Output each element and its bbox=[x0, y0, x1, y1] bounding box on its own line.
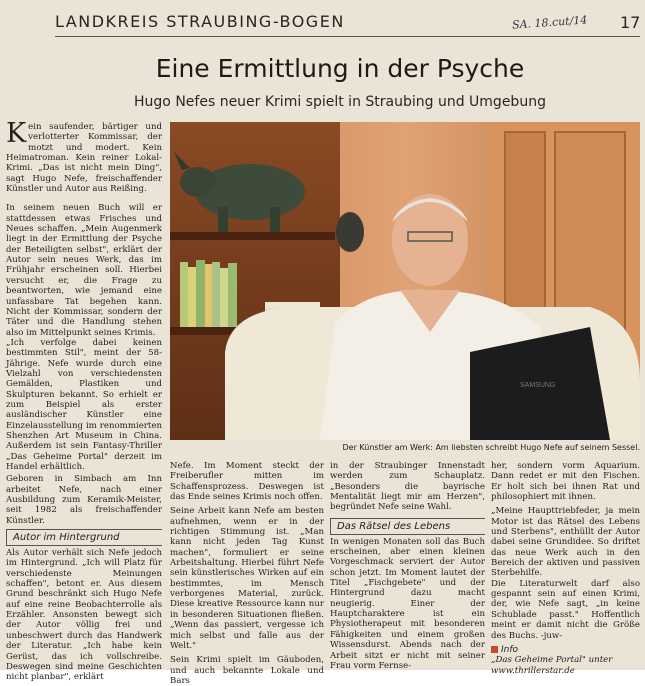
paragraph: „Ich verfolge dabei keinen bestimmten Stil", meint der 58-Jährige. Nefe wurde durch eine Vielzahl von verschiedensten Gemälden, Plastiken und Skulpturen bekannt. So erhielt er zum Beispiel als erster ausländischer Künstler eine Einzelausstellung im renommierten Shenzhen Art Museum in China. Außerdem ist sein Fantasy-Thriller „Das Geheime Portal" derzeit im Handel erhältlich. bbox=[6, 337, 162, 472]
paragraph: Sein Krimi spielt im Gäuboden, und auch bekannte Lokale und Bars bbox=[170, 655, 324, 686]
svg-text:SAMSUNG: SAMSUNG bbox=[520, 382, 556, 389]
info-box bbox=[491, 645, 640, 655]
section-title: LANDKREIS STRAUBING-BOGEN bbox=[55, 12, 345, 31]
paragraph: Seine Arbeit kann Nefe am besten aufnehmen, wenn er in der richtigen Stimmung ist. „Man kann nicht jeden Tag Kunst machen", formuliert er seine Arbeitshaltung. Hierbei führt Nefe sein künstlerisches Wirken auf ein bestimmtes, im Mensch verborgenes Material, zurück. Diese kreative Ressource kann nur in besonderen Situationen fließen. „Wenn das passiert, vergesse ich mich selbst und falle aus der Welt." bbox=[170, 506, 324, 651]
article-column-2 bbox=[170, 461, 324, 686]
subheading-autor: Autor im Hintergrund bbox=[6, 529, 162, 546]
info-line: „Das Geheime Portal" unter bbox=[491, 655, 613, 666]
photo-illustration bbox=[170, 122, 640, 440]
paragraph-text: ein saufender, bärtiger und verlotterter Kommissar, der motzt und modert. Kein Heimatroman. Kein reiner Lokal-Krimi. „Das ist nicht mein Ding", sagt Hugo Nefe, freischaffender Künstler und Autor aus Reißing. bbox=[6, 122, 162, 195]
info-marker bbox=[491, 646, 498, 653]
article-column-4 bbox=[491, 461, 640, 676]
article-headline: Eine Ermittlung in der Psyche bbox=[155, 54, 525, 83]
handwritten-date: SA. 18.cut/14 bbox=[511, 13, 588, 32]
subheading-raetsel: Das Rätsel des Lebens bbox=[330, 518, 485, 535]
info-label: Info bbox=[501, 644, 519, 655]
paragraph: her, sondern vorm Aquarium. Dann redet er mit den Fischen. Er holt sich bei ihnen Rat und philosophiert mit ihnen. bbox=[491, 461, 640, 503]
drop-cap: K bbox=[6, 118, 27, 149]
paragraph: Die Literaturwelt darf also gespannt sein auf einen Krimi, der, wie Nefe sagt, „in keine Schublade passt." Hoffentlich meint er damit nicht die Größe des Buchs. -juw- bbox=[491, 578, 640, 641]
paragraph: Nefe. Im Moment steckt der Freiberufler mitten im Schaffensprozess. Deswegen ist das Ende seines Krimis noch offen. bbox=[170, 461, 324, 503]
paragraph: Als Autor verhält sich Nefe jedoch im Hintergrund. „Ich will Platz für verschiedenste Meinungen schaffen", betont er. Aus diesem Grund beschränkt sich Hugo Nefe auf eine reine Beobachterrolle als Erzähler. Ansonsten bewegt sich der Autor völlig frei und unbeschwert durch das Handwerk der Literatur. „Ich habe kein Gerüst, das ich vollschreibe. Deswegen sind meine Geschichten nicht planbar", erklärt bbox=[6, 548, 162, 683]
article-column-3 bbox=[330, 461, 485, 671]
header-divider bbox=[55, 36, 640, 37]
paragraph: in der Straubinger Innenstadt werden zum Schauplatz. „Besonders die bayrische Mentalität liegt mir am Herzen", begründet Nefe seine Wahl. bbox=[330, 461, 485, 513]
photo-caption: Der Künstler am Werk: Am liebsten schreibt Hugo Nefe auf seinem Sessel. bbox=[342, 443, 640, 452]
paragraph: Geboren in Simbach am Inn arbeitet Nefe, nach einer Ausbildung zum Keramik-Meister, seit 1982 als freischaffender Künstler. bbox=[6, 474, 162, 526]
article-photo bbox=[170, 122, 640, 440]
paragraph: In seinem neuen Buch will er stattdessen etwas Frisches und Neues schaffen. „Mein Augenmerk liegt in der Ermittlung der Psyche der Beteiligten selbst", erklärt der Autor sein neues Werk, das im Frühjahr erscheinen soll. Hierbei versucht er, die Frage zu beantworten, wie jemand eine unfassbare Tat begehen kann. Nicht der Kommissar, sondern der Täter und die Handlung stehen also im Mittelpunkt seines Krimis. bbox=[6, 203, 162, 338]
article-column-1 bbox=[6, 118, 162, 683]
article-subheadline: Hugo Nefes neuer Krimi spielt in Straubing und Umgebung bbox=[134, 94, 546, 110]
paragraph: In wenigen Monaten soll das Buch erscheinen, aber einen kleinen Vorgeschmack serviert der Autor schon jetzt. Im Moment lautet der Titel „Fischgebete" und der Hintergrund dazu macht neugierig. Einer der Hauptcharaktere ist ein Physiotherapeut mit besonderen Fähigkeiten und einem großen Wissensdurst. Abends nach der Arbeit sitzt er nicht mit seiner Frau vorm Fernse- bbox=[330, 536, 485, 671]
paragraph bbox=[6, 118, 162, 195]
info-url: www.thrillerstar.de bbox=[491, 665, 575, 676]
page-number: 17 bbox=[620, 13, 641, 32]
paragraph: „Meine Haupttriebfeder, ja mein Motor ist das Rätsel des Lebens und Sterbens", enthüllt der Autor dabei seine Grundidee. So driftet das neue Werk auch in den Bereich der aktiven und passiven Sterbehilfe. bbox=[491, 506, 640, 579]
